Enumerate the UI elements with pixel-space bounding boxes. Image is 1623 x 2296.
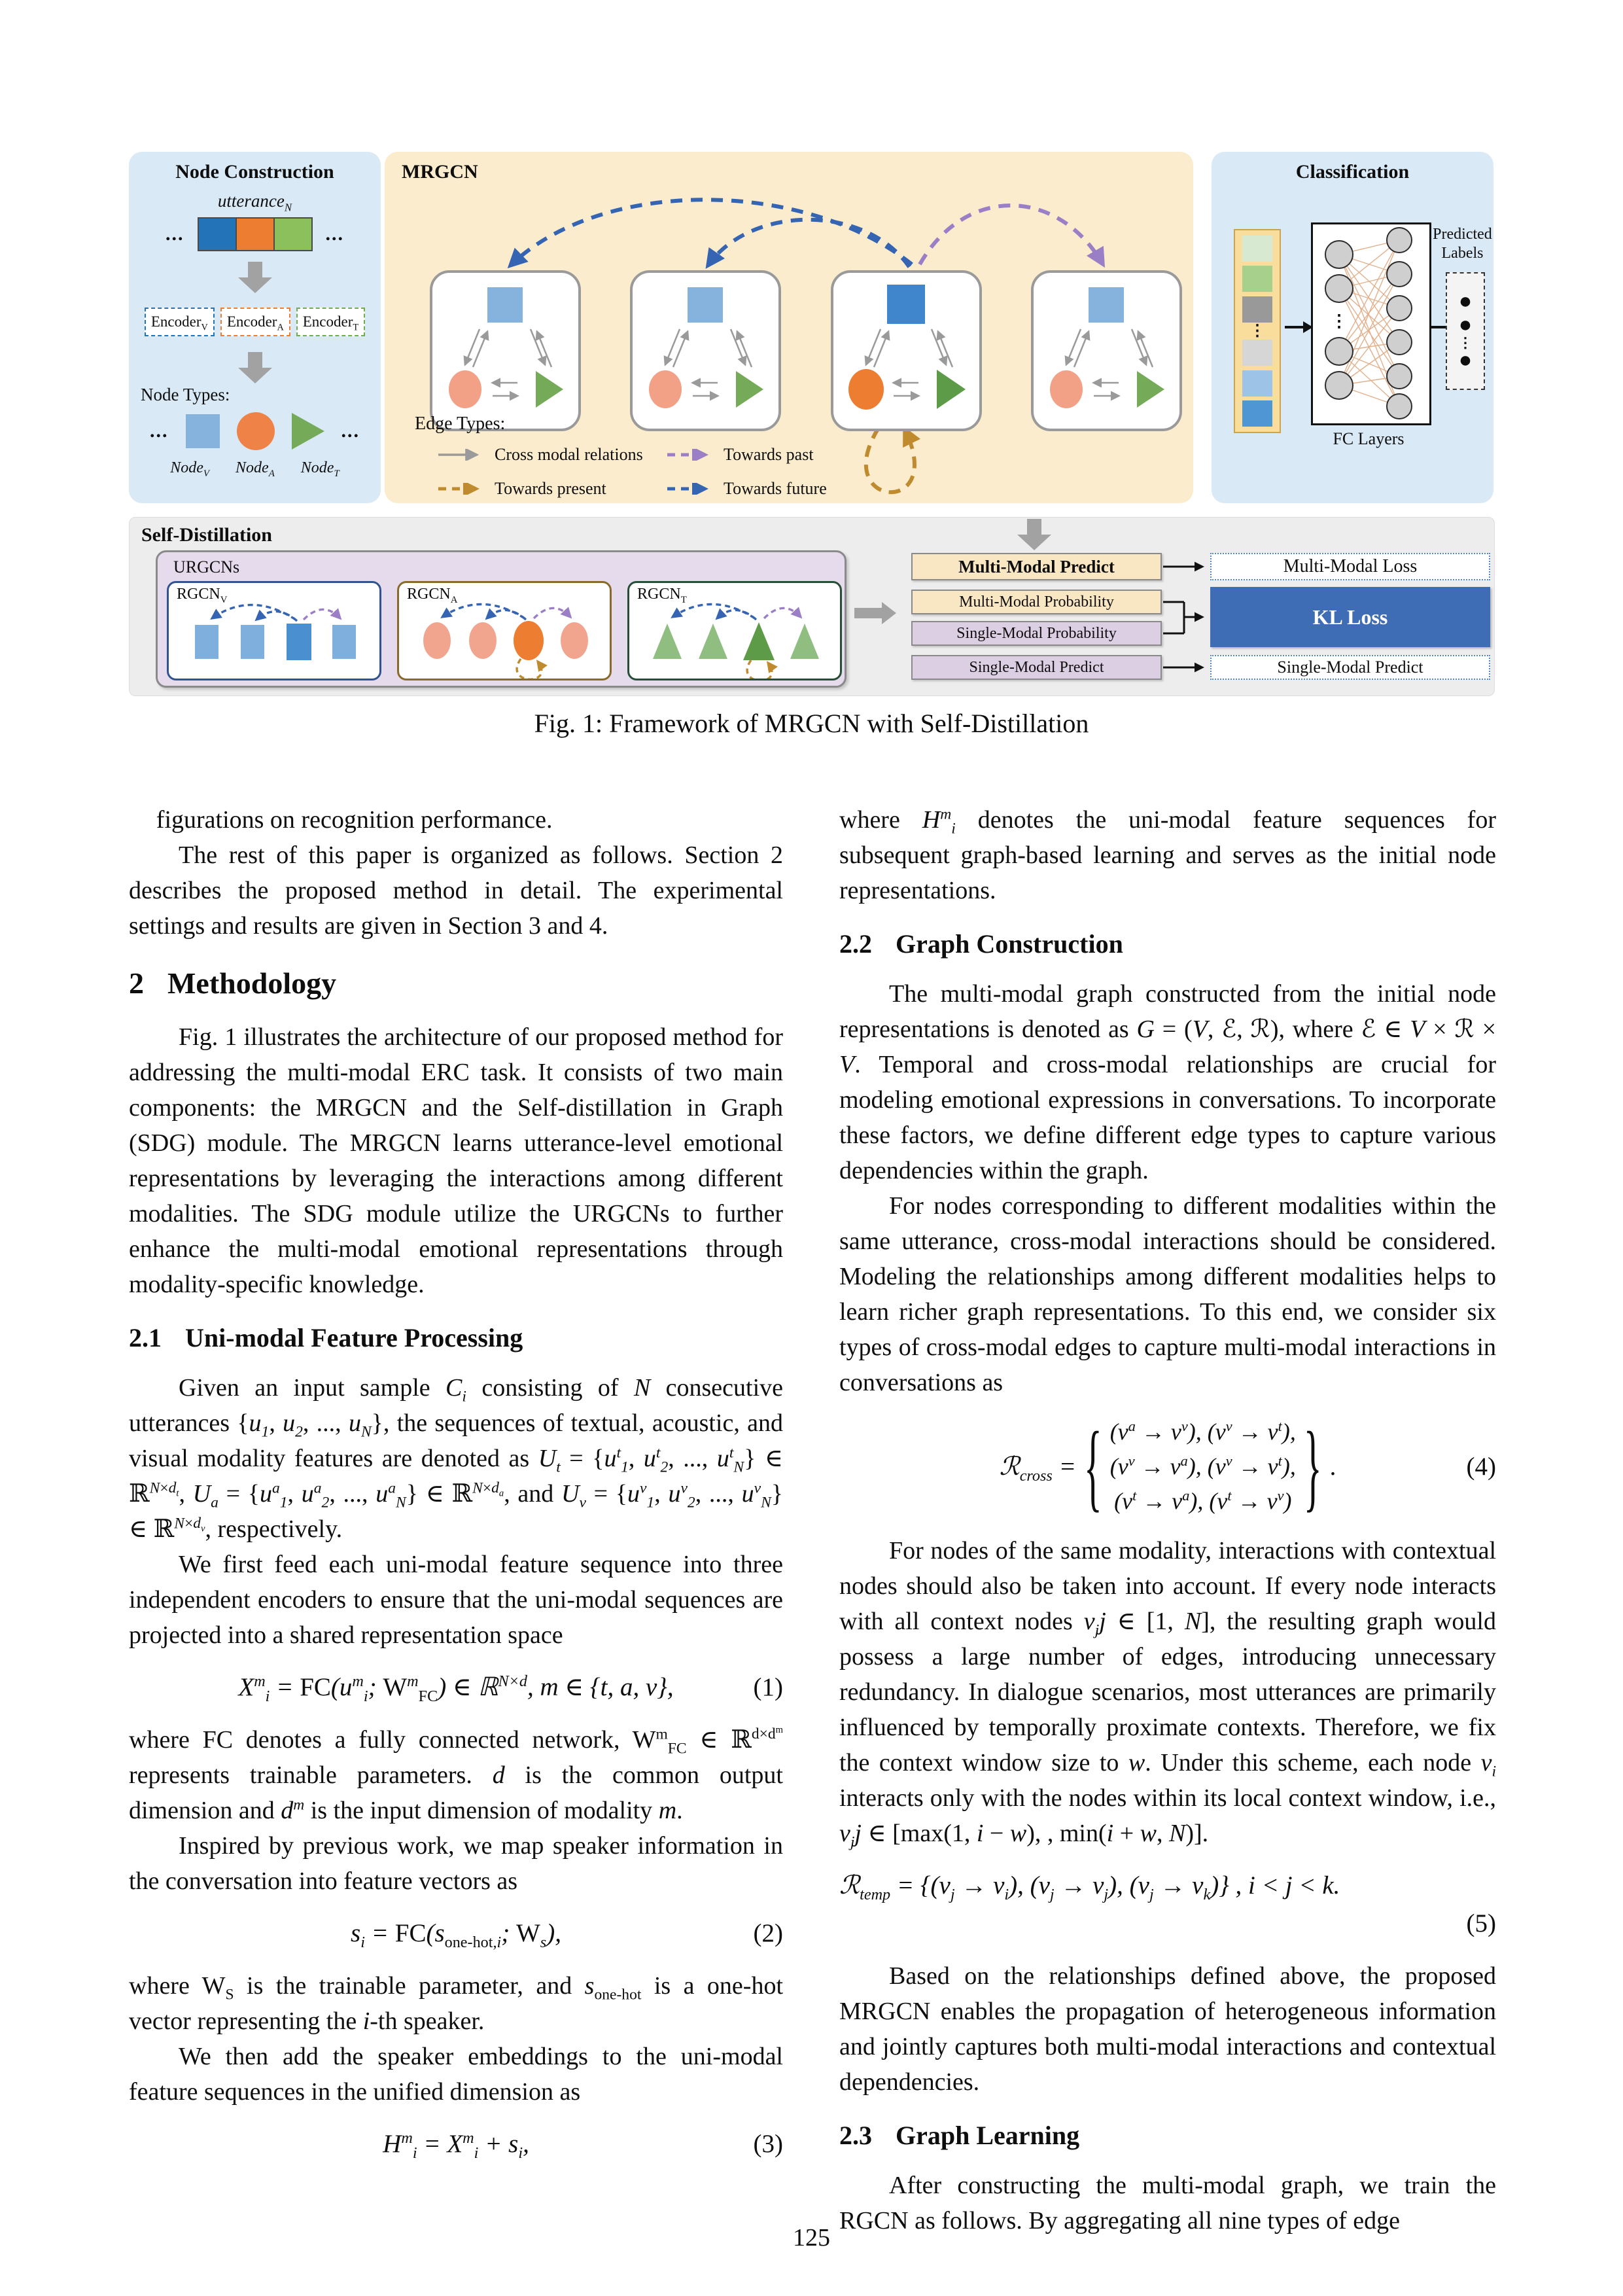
paragraph: We first feed each uni-modal feature sequence into three independent encoders to ensure that the uni-modal sequences are projected into a shared representation space	[129, 1551, 783, 1649]
node-labels-row	[129, 459, 381, 477]
section-heading-methodology: 2 Methodology	[129, 966, 337, 1000]
figure-1	[129, 152, 1493, 705]
node-types-label: Node Types:	[141, 385, 230, 404]
vertical-ellipsis: ⋮	[1458, 334, 1473, 351]
label-dot-icon: ●	[1458, 313, 1473, 337]
fused-feature-bar	[1234, 229, 1281, 433]
page-number: 125	[793, 2224, 830, 2252]
node-v-label: Node$_V$	[170, 459, 210, 479]
equation-3: $H^m_i = X^m_i + s_i$, (3)	[383, 2129, 783, 2162]
rgcn-v-box: $RGCN_V$	[167, 581, 381, 680]
paragraph: We then add the speaker embeddings to the uni-modal feature sequences in the unified dimension as	[129, 2043, 783, 2106]
node-construction-title: Node Construction	[175, 161, 334, 183]
paragraph: After constructing the multi-modal graph, we train the RGCN as follows. By aggregating all nine types of edge	[839, 2172, 1496, 2234]
right-column	[839, 802, 1496, 2238]
neural-network-icon	[1313, 224, 1425, 419]
feature-cell	[1242, 400, 1272, 427]
self-distillation-title: Self-Distillation	[141, 524, 272, 546]
encoder-t-box: Encoder$_T$	[296, 308, 365, 336]
towards-present-loop-icon	[866, 428, 915, 492]
towards-present-arrow-icon	[437, 483, 484, 495]
subsection-heading-graph-learning: 2.3 Graph Learning	[839, 2121, 1080, 2150]
equation-2: $s_i = FC(s_{one-hot,i}$; $W_s$), (2)	[351, 1919, 783, 1951]
paragraph: For nodes of the same modality, interactions with contextual nodes should also be taken into account. If every node interacts with all context nodes $v_jj$ ∈ [1, N], the resulting graph would possess a large number of edges, introducing unnecessary redundancy. In dialogue scenarios, most utterances are primarily influenced by temporally proximate contexts. Therefore, we fix the context window size to w. Under this scheme, each node $v_i$ interacts only with the nodes within its local context window, i.e., $v_jj$ ∈ [max(1, i − w), , min(i + w, N)].	[839, 1537, 1496, 1851]
ellipsis-left: ...	[166, 223, 184, 245]
utterance-feature-row	[129, 217, 381, 251]
label-dot-icon: ●	[1458, 289, 1473, 313]
equation-4: ℛ$_{cross}$ = { $(v^a \to v^v)$, $(v^v \to v^t)$, $(v^v \to v^a)$, $(v^v \to v^t)$, $(v^t \to v^a)$, $(v^t \to v^v)$ } . (4)	[999, 1410, 1496, 1521]
ellipsis-right: ...	[341, 420, 360, 442]
kl-loss-box: KL Loss	[1210, 587, 1490, 647]
subsection-heading-graph-construction: 2.2 Graph Construction	[839, 929, 1123, 959]
fc-layers-box	[1311, 222, 1431, 425]
subsection-heading-unimodal: 2.1 Uni-modal Feature Processing	[129, 1323, 523, 1352]
left-column	[129, 802, 783, 2179]
towards-future-arc-icon	[510, 200, 912, 266]
acoustic-node-icon	[237, 412, 275, 450]
feature-cell	[1242, 296, 1272, 323]
distillation-connectors	[130, 518, 1494, 696]
ellipsis-left: ...	[150, 420, 169, 442]
left-brace-icon: {	[1083, 1410, 1102, 1521]
svg-text:⋮: ⋮	[1331, 311, 1348, 330]
urgcns-label: URGCNs	[173, 557, 240, 576]
single-modal-probability-box: Single-Modal Probability	[911, 621, 1162, 646]
right-arrow-icon	[1285, 326, 1304, 328]
predicted-labels-box	[1446, 272, 1485, 390]
paragraph: The multi-modal graph constructed from the initial node representations is denoted as G = (V, ℰ, ℛ), where ℰ ∈ V × ℛ × V. Temporal and cross-modal relationships are crucial for modeling emotional expressions in conversations. To incorporate these factors, we define different edge types to capture various dependencies within the graph.	[839, 980, 1496, 1184]
edge-types-label: Edge Types:	[415, 414, 506, 434]
node-a-label: Node$_A$	[236, 459, 275, 479]
feature-cell	[1242, 236, 1272, 262]
self-distillation-panel	[129, 517, 1495, 696]
feature-cell	[1242, 266, 1272, 292]
legend-cross-modal: Cross modal relations	[437, 445, 643, 465]
paragraph: For nodes corresponding to different modalities within the same utterance, cross-modal interactions should be considered. Modeling the relationships among different modalities helps to learn richer graph representations. To this end, we consider six types of cross-modal edges to capture multi-modal interactions in conversations as	[839, 1192, 1496, 1396]
towards-past-arrow-icon	[666, 449, 713, 461]
down-arrow-icon	[248, 262, 262, 277]
feature-cell	[1242, 370, 1272, 397]
paragraph: where $H^m_i$ denotes the uni-modal feature sequences for subsequent graph-based learning and serves as the initial node representations.	[839, 805, 1496, 904]
multi-modal-predict-box: Multi-Modal Predict	[911, 553, 1162, 580]
legend-towards-past: Towards past	[666, 445, 814, 465]
paragraph: The rest of this paper is organized as follows. Section 2 describes the proposed method in detail. The experimental settings and results are given in Section 3 and 4.	[129, 841, 783, 940]
visual-node-icon	[186, 414, 220, 448]
visual-feature-block	[198, 217, 237, 251]
towards-future-arrow-icon	[666, 483, 713, 495]
cross-modal-arrow-icon	[437, 449, 484, 461]
node-types-row	[129, 412, 381, 450]
paragraph: where FC denotes a fully connected network, $W^m_{FC}$ ∈ ℝ$^{d\times d^m}$ represents trainable parameters. d is the common output dimension and $d^m$ is the input dimension of modality m.	[129, 1725, 783, 1824]
classification-panel	[1212, 152, 1493, 503]
textual-node-icon	[292, 413, 324, 450]
legend-towards-present: Towards present	[437, 479, 606, 499]
equation-1: $X^m_i = FC(u^m_i$; $W^m_{FC}$) ∈ ℝ$^{N\times d}$, m ∈ {t, a, v}, (1)	[238, 1672, 783, 1705]
rgcn-a-box: $RGCN_A$	[397, 581, 612, 680]
encoder-row	[129, 308, 381, 336]
cross-modal-graph-icon	[1034, 273, 1179, 429]
paragraph: figurations on recognition performance.	[156, 806, 553, 834]
legend-towards-future: Towards future	[666, 479, 827, 499]
utterance-feature-blocks	[198, 217, 313, 251]
utterance-label: utterance$_N$	[217, 191, 292, 214]
paragraph: Based on the relationships defined above, the proposed MRGCN enables the propagation of heterogeneous information and jointly captures both multi-modal interactions and contextual dependencies.	[839, 1962, 1496, 2096]
acoustic-feature-block	[236, 217, 275, 251]
down-arrow-icon	[248, 352, 262, 368]
right-brace-icon: }	[1303, 1410, 1322, 1521]
cross-modal-graph-icon	[833, 273, 979, 429]
node-construction-panel	[129, 152, 381, 503]
mrgcn-title: MRGCN	[402, 161, 478, 183]
vertical-ellipsis: ⋮	[1249, 322, 1265, 340]
towards-past-arc-icon	[920, 205, 1103, 264]
paragraph: where $W_S$ is the trainable parameter, and $s_{one-hot}$ is a one-hot vector representing the i-th speaker.	[129, 1972, 783, 2035]
cross-modal-graph-icon	[432, 273, 578, 429]
mrgcn-panel	[385, 152, 1193, 503]
single-modal-predict-box: Single-Modal Predict	[911, 655, 1162, 680]
node-t-label: Node$_T$	[300, 459, 340, 479]
classification-title: Classification	[1295, 161, 1410, 183]
multi-modal-loss-box: Multi-Modal Loss	[1210, 553, 1490, 580]
cross-modal-graph-icon	[633, 273, 778, 429]
predicted-labels-text: Predicted Labels	[1433, 226, 1492, 262]
towards-future-arc-icon	[708, 220, 909, 267]
paragraph: Fig. 1 illustrates the architecture of our proposed method for addressing the multi-modal ERC task. It consists of two main components: the MRGCN and the Self-distillation in Graph (SDG) module. The MRGCN learns utterance-level emotional representations by leveraging the interactions among different modalities. The SDG module utilize the URGCNs to further enhance the multi-modal emotional representations through modality-specific knowledge.	[129, 1023, 783, 1298]
feature-cell	[1242, 340, 1272, 366]
paragraph: Given an input sample $C_i$ consisting of N consecutive utterances {$u_1$, $u_2$, ..., $u_N$}, the sequences of textual, acoustic, and visual modality features are denoted as $U_t = \{u^t_1$, $u^t_2$, ..., $u^t_N$} ∈ ℝ$^{N\times d_t}$, $U_a = \{u^a_1$, $u^a_2$, ..., $u^a_N$} ∈ ℝ$^{N\times d_a}$, and $U_v = \{u^v_1$, $u^v_2$, ..., $u^v_N$} ∈ ℝ$^{N\times d_v}$, respectively.	[129, 1374, 784, 1543]
single-modal-predict-loss-box: Single-Modal Predict	[1210, 655, 1490, 680]
cross-modal-edge-set: $(v^a \to v^v)$, $(v^v \to v^t)$, $(v^v \to v^a)$, $(v^v \to v^t)$, $(v^t \to v^a)$, $(v^t \to v^v)$	[1109, 1418, 1296, 1514]
utterance-graph-box	[1031, 270, 1182, 431]
textual-feature-block	[273, 217, 313, 251]
figure-caption: Fig. 1: Framework of MRGCN with Self-Distillation	[534, 709, 1089, 738]
encoder-a-box: Encoder$_A$	[220, 308, 290, 336]
ellipsis-right: ...	[325, 223, 344, 245]
rgcn-t-box: $RGCN_T$	[627, 581, 842, 680]
paragraph: Inspired by previous work, we map speaker information in the conversation into feature vectors as	[129, 1832, 783, 1895]
encoder-v-box: Encoder$_V$	[145, 308, 215, 336]
label-dot-icon: ●	[1458, 348, 1473, 372]
equation-5: ℛ$_{temp}$ = {$(v_j \to v_i)$, $(v_j \to v_j)$, $(v_j \to v_k)$} , i < j < k. (5)	[839, 1871, 1496, 1937]
utterance-graph-box	[630, 270, 781, 431]
fc-layers-label: FC Layers	[1333, 429, 1405, 448]
utterance-graph-box-current	[831, 270, 982, 431]
multi-modal-probability-box: Multi-Modal Probability	[911, 590, 1162, 614]
utterance-graph-box	[430, 270, 581, 431]
